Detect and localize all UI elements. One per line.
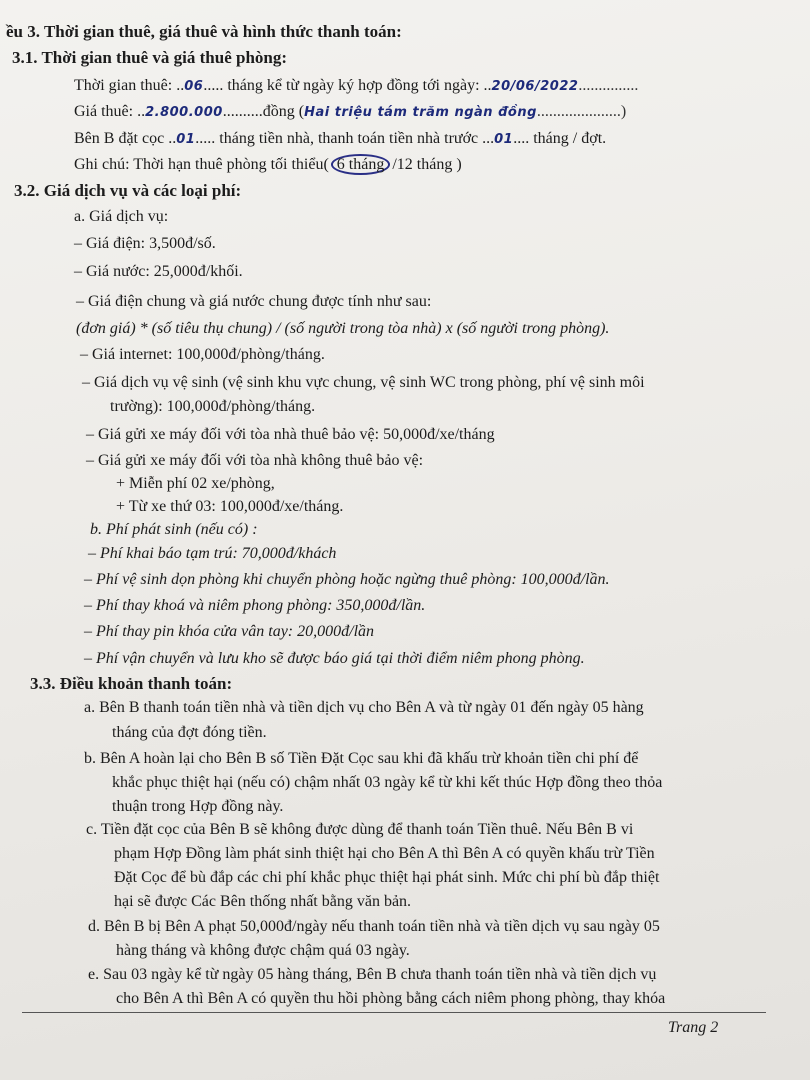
payment-term-c-cont2: Đặt Cọc để bù đắp các chi phí khắc phục thiệt hại phát sinh. Mức chi phí bù đắp thiệt	[114, 869, 660, 886]
footer-divider	[22, 1012, 766, 1013]
section-3-1-heading: 3.1. Thời gian thuê và giá thuê phòng:	[12, 48, 288, 67]
section-3-2-heading: 3.2. Giá dịch vụ và các loại phí:	[14, 181, 242, 200]
handwritten-deposit-months: 01	[176, 132, 196, 147]
extra-fees-label: b. Phí phát sinh (nếu có) :	[90, 521, 258, 538]
fee-battery: – Phí thay pin khóa cửa vân tay: 20,000đ/lần	[84, 623, 375, 640]
payment-term-b-cont1: khắc phục thiệt hại (nếu có) chậm nhất 03 ngày kể từ khi kết thúc Hợp đồng theo thỏa	[112, 774, 663, 791]
cleaning-price: – Giá dịch vụ vệ sinh (vệ sinh khu vực chung, vệ sinh WC trong phòng, phí vệ sinh môi	[82, 374, 645, 391]
payment-term-c-cont3: hại sẽ được Các Bên thống nhất bằng văn bản.	[114, 893, 412, 910]
fee-lock-change: – Phí thay khoá và niêm phong phòng: 350,000đ/lần.	[84, 597, 426, 614]
shared-formula: (đơn giá) * (số tiêu thụ chung) / (số người trong tòa nhà) x (số người trong phòng).	[76, 320, 610, 337]
page-number: Trang 2	[668, 1019, 719, 1036]
payment-term-a-cont: tháng của đợt đóng tiền.	[112, 724, 267, 741]
parking-guarded: – Giá gửi xe máy đối với tòa nhà thuê bảo vệ: 50,000đ/xe/tháng	[86, 426, 495, 443]
fee-room-cleaning: – Phí vệ sinh dọn phòng khi chuyển phòng hoặc ngừng thuê phòng: 100,000đ/lần.	[84, 571, 610, 588]
payment-term-e: e. Sau 03 ngày kể từ ngày 05 hàng tháng, Bên B chưa thanh toán tiền nhà và tiền dịch vụ	[88, 966, 657, 983]
minimum-term-note: Ghi chú: Thời hạn thuê phòng tối thiểu( 6 tháng /12 tháng )	[74, 156, 462, 173]
rental-price-line: Giá thuê: ..2.800.000..........đồng (Hai triệu tám trăm ngàn đồng.....................)	[74, 103, 627, 120]
payment-term-d-cont: hàng tháng và không được chậm quá 03 ngày.	[116, 942, 410, 959]
internet-price: – Giá internet: 100,000đ/phòng/tháng.	[80, 346, 325, 363]
parking-unguarded: – Giá gửi xe máy đối với tòa nhà không thuê bảo vệ:	[86, 452, 424, 469]
payment-term-c: c. Tiền đặt cọc của Bên B sẽ không được dùng để thanh toán Tiền thuê. Nếu Bên B vi	[86, 821, 634, 838]
handwritten-prepay-months: 01	[494, 132, 514, 147]
handwritten-price: 2.800.000	[145, 105, 223, 120]
circled-option: 6 tháng	[331, 154, 391, 175]
shared-utilities: – Giá điện chung và giá nước chung được tính như sau:	[76, 293, 432, 310]
handwritten-end-date: 20/06/2022	[491, 79, 579, 94]
parking-third: + Từ xe thứ 03: 100,000đ/xe/tháng.	[116, 498, 344, 515]
payment-term-e-cont: cho Bên A thì Bên A có quyền thu hồi phòng bằng cách niêm phong phòng, thay khóa	[116, 990, 666, 1007]
service-price-label: a. Giá dịch vụ:	[74, 208, 169, 225]
section-3-3-heading: 3.3. Điều khoản thanh toán:	[30, 674, 233, 693]
cleaning-price-cont: trường): 100,000đ/phòng/tháng.	[110, 398, 316, 415]
payment-term-c-cont1: phạm Hợp Đồng làm phát sinh thiệt hại cho Bên A thì Bên A có quyền khấu trừ Tiền	[114, 845, 655, 862]
electricity-price: – Giá điện: 3,500đ/số.	[74, 235, 216, 252]
fee-transport: – Phí vận chuyển và lưu kho sẽ được báo giá tại thời điểm niêm phong phòng.	[84, 650, 585, 667]
payment-term-a: a. Bên B thanh toán tiền nhà và tiền dịch vụ cho Bên A và từ ngày 01 đến ngày 05 hàng	[84, 699, 644, 716]
payment-term-b: b. Bên A hoàn lại cho Bên B số Tiền Đặt Cọc sau khi đã khấu trừ khoản tiền chi phí để	[84, 750, 639, 767]
deposit-line: Bên B đặt cọc ..01..... tháng tiền nhà, thanh toán tiền nhà trước ...01.... tháng / đợt.	[74, 130, 607, 147]
water-price: – Giá nước: 25,000đ/khối.	[74, 263, 243, 280]
handwritten-months: 06	[184, 79, 204, 94]
article-title: ều 3. Thời gian thuê, giá thuê và hình thức thanh toán:	[6, 22, 402, 41]
fee-temp-residence: – Phí khai báo tạm trú: 70,000đ/khách	[88, 545, 337, 562]
payment-term-d: d. Bên B bị Bên A phạt 50,000đ/ngày nếu thanh toán tiền nhà và tiền dịch vụ sau ngày 05	[88, 918, 660, 935]
parking-free: + Miễn phí 02 xe/phòng,	[116, 475, 275, 492]
handwritten-price-words: Hai triệu tám trăm ngàn đồng	[304, 105, 537, 120]
rental-term-line: Thời gian thuê: ..06..... tháng kể từ ngày ký hợp đồng tới ngày: ..20/06/2022...............	[74, 77, 639, 94]
payment-term-b-cont2: thuận trong Hợp đồng này.	[112, 798, 284, 815]
